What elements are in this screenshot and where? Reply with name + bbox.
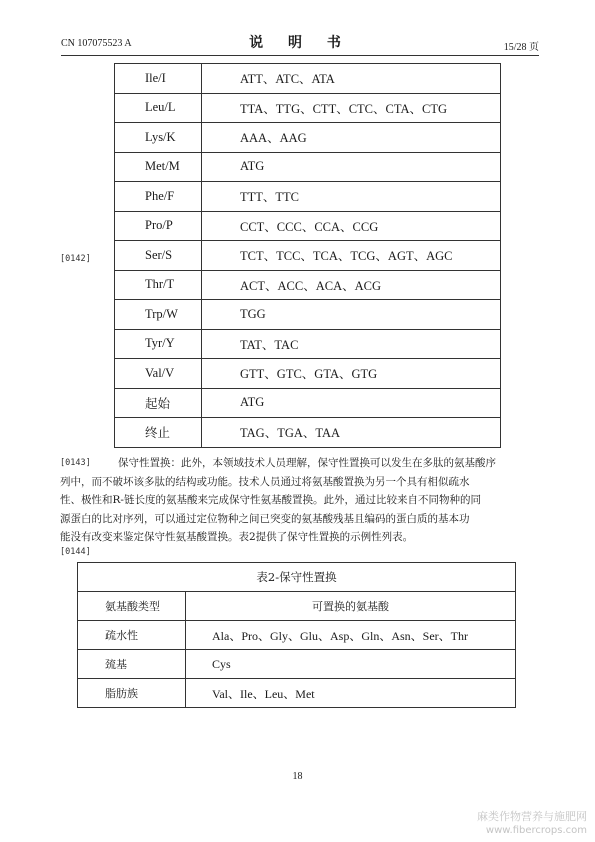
paragraph-line: 能没有改变来鉴定保守性氨基酸置换。表2提供了保守性置换的示例性列表。 xyxy=(60,531,414,543)
paragraph-line: 列中，而不破坏该多肽的结构或功能。技术人员通过将氨基酸置换为另一个具有相似疏水 xyxy=(60,475,470,488)
amino-acid-cell: Pro/P xyxy=(115,211,202,241)
amino-acid-cell: Ile/I xyxy=(115,64,202,94)
amino-acid-type-cell: 脂肪族 xyxy=(78,679,186,708)
table-row xyxy=(115,152,501,182)
table-row xyxy=(115,300,501,330)
amino-acid-cell: Met/M xyxy=(115,152,202,182)
table-row xyxy=(78,650,516,679)
page-number: 18 xyxy=(292,771,303,782)
paragraph-line: 性、极性和R-链长度的氨基酸来完成保守性氨基酸置换。此外，通过比较来自不同物种的同 xyxy=(60,494,481,506)
codons-cell: ATG xyxy=(202,388,501,418)
codons-cell: TTA、TTG、CTT、CTC、CTA、CTG xyxy=(202,93,501,123)
paragraph-number-0143: [0143] xyxy=(60,458,91,468)
amino-acid-cell: Lys/K xyxy=(115,123,202,153)
document-title: 说 明 书 xyxy=(249,35,351,51)
codons-cell: GTT、GTC、GTA、GTG xyxy=(202,359,501,389)
amino-acid-cell: Thr/T xyxy=(115,270,202,300)
codons-cell: ATT、ATC、ATA xyxy=(202,64,501,94)
replaceable-amino-acids-cell: Cys xyxy=(186,650,516,679)
codons-cell: TGG xyxy=(202,300,501,330)
paragraph-number-0142: [0142] xyxy=(60,254,91,264)
paragraph-line: 保守性置换：此外，本领域技术人员理解，保守性置换可以发生在多肽的氨基酸序 xyxy=(118,457,496,469)
codons-cell: ATG xyxy=(202,152,501,182)
paragraph-line: 源蛋白的比对序列，可以通过定位物种之间已突变的氨基酸残基且编码的蛋白质的基本功 xyxy=(60,512,470,525)
column-header-replacement: 可置换的氨基酸 xyxy=(186,592,516,621)
watermark-url: www.fibercrops.com xyxy=(485,825,587,836)
table-row xyxy=(115,329,501,359)
codons-cell: TCT、TCC、TCA、TCG、AGT、AGC xyxy=(202,241,501,271)
table-row xyxy=(115,359,501,389)
table-row xyxy=(115,123,501,153)
watermark xyxy=(477,810,587,838)
replaceable-amino-acids-cell: Val、Ile、Leu、Met xyxy=(186,679,516,708)
table-row xyxy=(115,211,501,241)
table-caption: 表2-保守性置换 xyxy=(78,563,516,592)
paragraph-number-0144: [0144] xyxy=(60,547,91,557)
table-row xyxy=(78,679,516,708)
amino-acid-cell: Val/V xyxy=(115,359,202,389)
table-row xyxy=(78,621,516,650)
table-row xyxy=(115,418,501,448)
amino-acid-cell: Ser/S xyxy=(115,241,202,271)
table-row xyxy=(115,182,501,212)
amino-acid-cell: 终止 xyxy=(115,418,202,448)
codon-table xyxy=(114,63,501,448)
amino-acid-cell: 起始 xyxy=(115,388,202,418)
page-count: 15/28 页 xyxy=(503,42,539,53)
amino-acid-type-cell: 巯基 xyxy=(78,650,186,679)
amino-acid-type-cell: 疏水性 xyxy=(78,621,186,650)
amino-acid-cell: Leu/L xyxy=(115,93,202,123)
codons-cell: AAA、AAG xyxy=(202,123,501,153)
table-row xyxy=(115,241,501,271)
table-row xyxy=(115,388,501,418)
codons-cell: TAT、TAC xyxy=(202,329,501,359)
table-row xyxy=(115,64,501,94)
column-header-type: 氨基酸类型 xyxy=(78,592,186,621)
amino-acid-cell: Tyr/Y xyxy=(115,329,202,359)
table-row xyxy=(115,270,501,300)
amino-acid-cell: Phe/F xyxy=(115,182,202,212)
codons-cell: TAG、TGA、TAA xyxy=(202,418,501,448)
page-header xyxy=(61,30,539,54)
codons-cell: TTT、TTC xyxy=(202,182,501,212)
conservative-substitution-table xyxy=(77,562,516,708)
codons-cell: ACT、ACC、ACA、ACG xyxy=(202,270,501,300)
document-number: CN 107075523 A xyxy=(61,38,132,49)
replaceable-amino-acids-cell: Ala、Pro、Gly、Glu、Asp、Gln、Asn、Ser、Thr xyxy=(186,621,516,650)
amino-acid-cell: Trp/W xyxy=(115,300,202,330)
codons-cell: CCT、CCC、CCA、CCG xyxy=(202,211,501,241)
watermark-site-name: 麻类作物营养与施肥网 xyxy=(477,810,587,823)
table-row xyxy=(115,93,501,123)
header-divider xyxy=(61,55,539,56)
